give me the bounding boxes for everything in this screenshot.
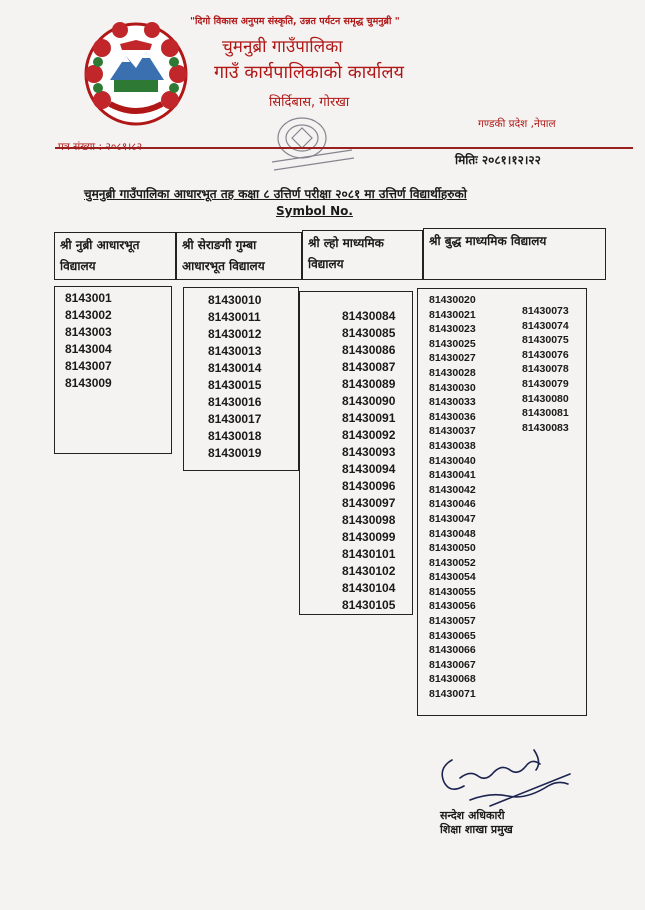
symbol-number: 81430010 bbox=[208, 293, 262, 307]
emblem-logo bbox=[80, 18, 192, 130]
symbol-number: 8143002 bbox=[65, 308, 112, 322]
symbol-number: 81430067 bbox=[429, 658, 476, 671]
office-location: सिर्दिबास, गोरखा bbox=[269, 95, 350, 110]
symbol-number: 81430016 bbox=[208, 395, 262, 409]
school-header-2 bbox=[176, 232, 302, 280]
symbol-number: 81430048 bbox=[429, 527, 476, 540]
symbol-box-school-3 bbox=[299, 291, 413, 615]
symbol-number: 81430080 bbox=[522, 392, 569, 405]
symbol-number: 81430027 bbox=[429, 352, 476, 365]
school-name-line1: श्री सेराङगी गुम्बा bbox=[182, 238, 257, 252]
symbol-number: 81430041 bbox=[429, 469, 476, 482]
symbol-number: 81430050 bbox=[429, 542, 476, 555]
symbol-box-school-1 bbox=[54, 286, 172, 454]
symbol-number: 81430047 bbox=[429, 512, 476, 525]
symbol-number: 81430017 bbox=[208, 412, 262, 426]
symbol-number: 81430094 bbox=[342, 462, 396, 476]
school-name-line2: विद्यालय bbox=[308, 257, 344, 271]
symbol-number: 81430054 bbox=[429, 571, 476, 584]
symbol-box-school-2 bbox=[183, 287, 299, 471]
school-header-1 bbox=[54, 232, 176, 280]
symbol-number: 81430028 bbox=[429, 366, 476, 379]
symbol-number: 81430102 bbox=[342, 564, 396, 578]
signatory-title: शिक्षा शाखा प्रमुख bbox=[440, 823, 513, 836]
symbol-number: 81430101 bbox=[342, 547, 396, 561]
school-name-line1: श्री बुद्ध माध्यमिक विद्यालय bbox=[429, 234, 547, 248]
symbol-number: 81430036 bbox=[429, 410, 476, 423]
symbol-number: 81430074 bbox=[522, 319, 569, 332]
province: गण्डकी प्रदेश ,नेपाल bbox=[478, 118, 556, 130]
symbol-number: 81430020 bbox=[429, 294, 476, 306]
symbol-number: 8143003 bbox=[65, 325, 112, 339]
symbol-number: 81430056 bbox=[429, 600, 476, 613]
symbol-number: 81430019 bbox=[208, 446, 262, 460]
symbol-number: 81430086 bbox=[342, 343, 396, 357]
symbol-number: 81430066 bbox=[429, 644, 476, 657]
symbol-number: 81430073 bbox=[522, 305, 569, 317]
symbol-number: 81430011 bbox=[208, 310, 261, 324]
symbol-number: 81430085 bbox=[342, 326, 396, 340]
symbol-number: 8143007 bbox=[65, 359, 112, 373]
symbol-number: 81430081 bbox=[522, 407, 569, 420]
symbol-number: 81430090 bbox=[342, 394, 396, 408]
symbol-number: 81430014 bbox=[208, 361, 262, 375]
document-subtitle: Symbol No. bbox=[276, 204, 353, 218]
symbol-number: 81430055 bbox=[429, 585, 476, 598]
symbol-number: 81430013 bbox=[208, 344, 262, 358]
school-name-line2: विद्यालय bbox=[60, 259, 96, 273]
symbol-number: 81430018 bbox=[208, 429, 262, 443]
symbol-number: 8143001 bbox=[65, 291, 112, 305]
symbol-number: 81430021 bbox=[429, 308, 476, 321]
symbol-number: 81430097 bbox=[342, 496, 396, 510]
symbol-number: 81430093 bbox=[342, 445, 396, 459]
symbol-number: 81430083 bbox=[522, 421, 569, 434]
symbol-number: 81430087 bbox=[342, 360, 396, 374]
symbol-number: 81430012 bbox=[208, 327, 262, 341]
school-name-line1: श्री ल्हो माध्यमिक bbox=[308, 236, 384, 250]
symbol-number: 81430038 bbox=[429, 439, 476, 452]
school-header-3 bbox=[302, 230, 423, 280]
signatory-name: सन्देश अधिकारी bbox=[440, 809, 505, 822]
document-title: चुमनुब्री गाउँपालिका आधारभूत तह कक्षा ८ उत्तिर्ण परीक्षा २०८१ मा उत्तिर्ण विद्यार्थीहरुको bbox=[84, 187, 467, 201]
symbol-number: 81430099 bbox=[342, 530, 396, 544]
municipality-name: चुमनुब्री गाउँपालिका bbox=[222, 37, 343, 57]
symbol-number: 81430089 bbox=[342, 377, 396, 391]
symbol-number: 81430105 bbox=[342, 598, 396, 612]
symbol-number: 81430079 bbox=[522, 377, 569, 390]
office-stamp bbox=[262, 110, 358, 180]
symbol-number: 81430033 bbox=[429, 396, 476, 409]
symbol-number: 81430091 bbox=[342, 411, 396, 425]
symbol-number: 81430075 bbox=[522, 334, 569, 347]
school-header-4 bbox=[423, 228, 606, 280]
symbol-number: 81430096 bbox=[342, 479, 396, 493]
symbol-number: 81430052 bbox=[429, 556, 476, 569]
symbol-number: 81430104 bbox=[342, 581, 396, 595]
document-date: मितिः २०८१।१२।२२ bbox=[455, 153, 541, 167]
symbol-number: 81430071 bbox=[429, 688, 476, 701]
symbol-number: 81430030 bbox=[429, 381, 476, 394]
school-name-line1: श्री नुब्री आधारभूत bbox=[60, 238, 140, 252]
symbol-number: 81430015 bbox=[208, 378, 262, 392]
header-divider bbox=[55, 147, 633, 149]
symbol-number: 81430078 bbox=[522, 363, 569, 376]
motto: "दिगो विकास अनुपम संस्कृति, उन्नत पर्यटन समृद्ध चुमनुब्री " bbox=[190, 16, 400, 27]
symbol-number: 81430065 bbox=[429, 629, 476, 642]
school-name-line2: आधारभूत विद्यालय bbox=[182, 259, 265, 273]
symbol-number: 81430098 bbox=[342, 513, 396, 527]
symbol-number: 81430040 bbox=[429, 454, 476, 467]
symbol-number: 81430023 bbox=[429, 323, 476, 336]
symbol-number: 81430084 bbox=[342, 309, 396, 323]
symbol-box-school-4 bbox=[417, 288, 587, 716]
symbol-number: 81430076 bbox=[522, 348, 569, 361]
symbol-number: 81430025 bbox=[429, 337, 476, 350]
handwritten-signature bbox=[430, 740, 580, 810]
symbol-number: 8143004 bbox=[65, 342, 112, 356]
symbol-number: 81430037 bbox=[429, 425, 476, 438]
symbol-number: 8143009 bbox=[65, 376, 112, 390]
symbol-number: 81430092 bbox=[342, 428, 396, 442]
symbol-number: 81430046 bbox=[429, 498, 476, 511]
symbol-number: 81430068 bbox=[429, 673, 476, 686]
symbol-number: 81430057 bbox=[429, 615, 476, 628]
office-name: गाउँ कार्यपालिकाको कार्यालय bbox=[214, 62, 404, 83]
symbol-number: 81430042 bbox=[429, 483, 476, 496]
